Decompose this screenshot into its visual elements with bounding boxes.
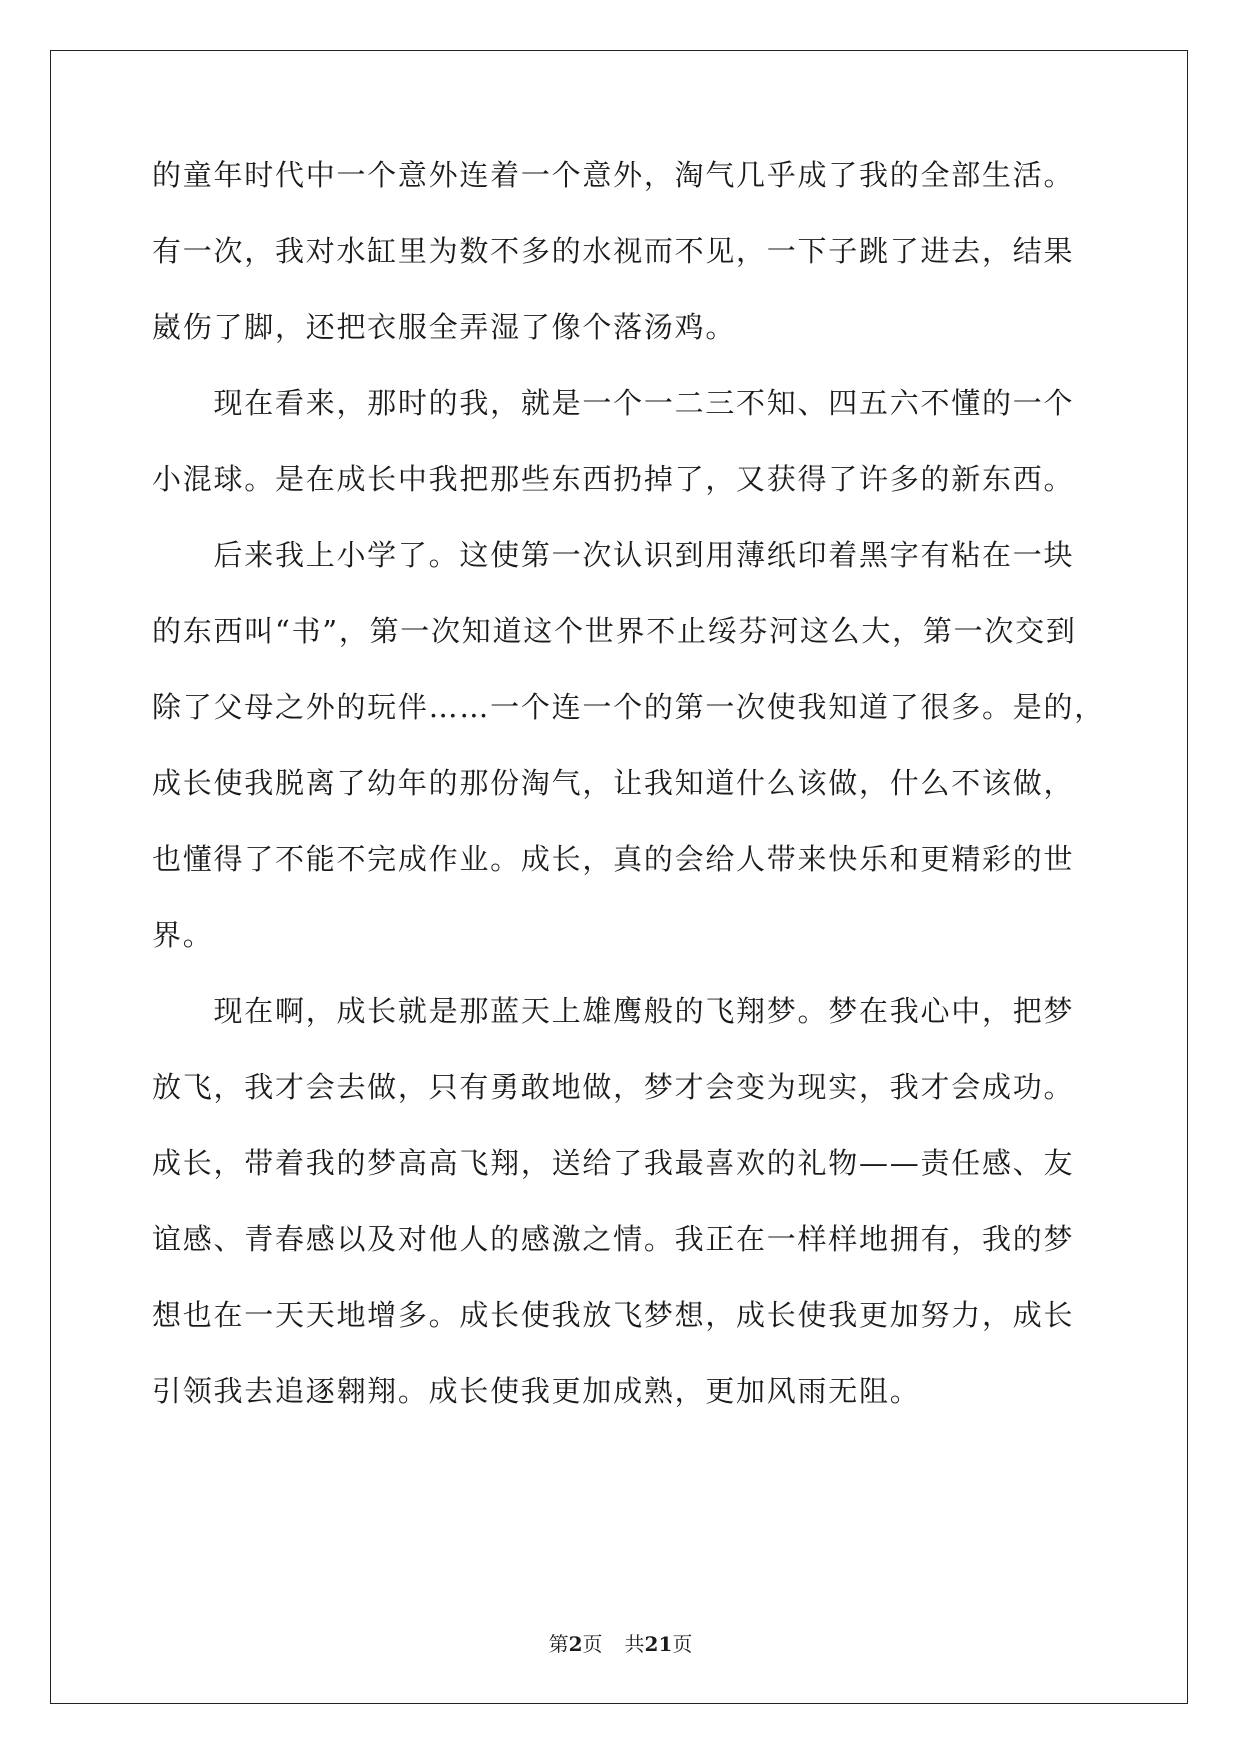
text-line: 的东西叫“书”，第一次知道这个世界不止绥芬河这么大，第一次交到: [152, 614, 1077, 648]
text-line: 界。: [152, 918, 214, 952]
text-line: 引领我去追逐翱翔。成长使我更加成熟，更加风雨无阻。: [152, 1374, 921, 1408]
page-suffix: 页: [582, 1632, 603, 1656]
page-number: 2: [568, 1632, 583, 1656]
text-line: 现在啊，成长就是那蓝天上雄鹰般的飞翔梦。梦在我心中，把梦: [152, 994, 1075, 1028]
text-line: 谊感、青春感以及对他人的感激之情。我正在一样样地拥有，我的梦: [152, 1222, 1075, 1256]
text-line: 放飞，我才会去做，只有勇敢地做，梦才会变为现实，我才会成功。: [152, 1070, 1075, 1104]
text-line: 的童年时代中一个意外连着一个意外，淘气几乎成了我的全部生活。: [152, 158, 1075, 192]
text-line: 也懂得了不能不完成作业。成长，真的会给人带来快乐和更精彩的世: [152, 842, 1075, 876]
text-line: 成长使我脱离了幼年的那份淘气，让我知道什么该做，什么不该做，: [152, 766, 1075, 800]
page-footer: [0, 1631, 1241, 1657]
text-line: 除了父母之外的玩伴……一个连一个的第一次使我知道了很多。是的，: [152, 690, 1105, 724]
text-line: 小混球。是在成长中我把那些东西扔掉了，又获得了许多的新东西。: [152, 462, 1075, 496]
total-suffix: 页: [672, 1632, 693, 1656]
total-prefix: 共: [624, 1632, 645, 1656]
text-line: 成长，带着我的梦高高飞翔，送给了我最喜欢的礼物——责任感、友: [152, 1146, 1075, 1180]
total-pages: 21: [644, 1632, 673, 1656]
text-line: 后来我上小学了。这使第一次认识到用薄纸印着黑字有粘在一块: [152, 538, 1075, 572]
text-line: 有一次，我对水缸里为数不多的水视而不见，一下子跳了进去，结果: [152, 234, 1075, 268]
text-line: 崴伤了脚，还把衣服全弄湿了像个落汤鸡。: [152, 310, 737, 344]
page-prefix: 第: [548, 1632, 569, 1656]
text-line: 想也在一天天地增多。成长使我放飞梦想，成长使我更加努力，成长: [152, 1298, 1075, 1332]
text-line: 现在看来，那时的我，就是一个一二三不知、四五六不懂的一个: [152, 386, 1075, 420]
